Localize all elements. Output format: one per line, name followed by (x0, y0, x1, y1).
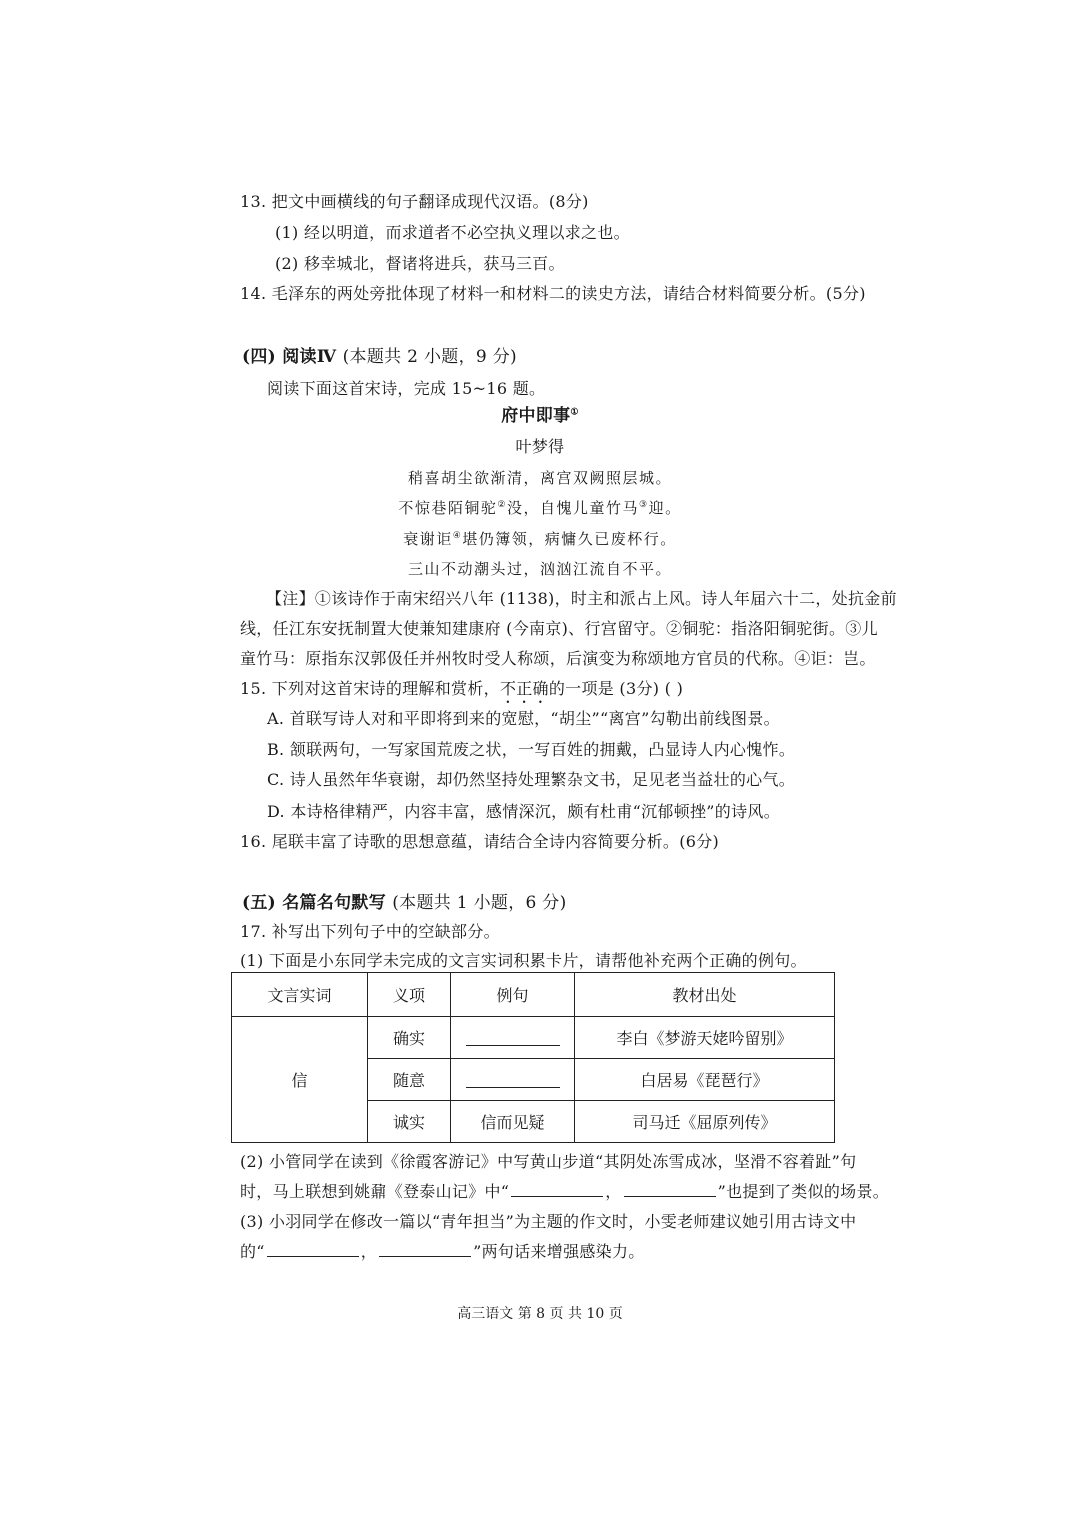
q17-stem: 17. 补写出下列句子中的空缺部分。 (240, 922, 500, 941)
header-meaning: 义项 (368, 973, 451, 1017)
header-source: 教材出处 (575, 973, 835, 1017)
section5-heading (242, 891, 567, 915)
note-line-1: 【注】①该诗作于南宋绍兴八年 (1138)，时主和派占上风。诗人年届六十二，处抗金前 (266, 589, 897, 608)
poem-note-4: ④ (452, 531, 463, 541)
vocab-card-table (231, 972, 835, 1143)
cell-meaning: 随意 (368, 1059, 451, 1101)
section5-meta: (本题共 1 小题，6 分) (392, 893, 567, 913)
q16-stem: 16. 尾联丰富了诗歌的思想意蕴，请结合全诗内容简要分析。(6分) (240, 832, 720, 851)
q17-part-1: (1) 下面是小东同学未完成的文言实词积累卡片，请帮他补充两个正确的例句。 (240, 951, 807, 970)
page-footer: 高三语文 第 8 页 共 10 页 (457, 1306, 623, 1322)
poem-line-1: 稍喜胡尘欲渐清，离宫双阙照层城。 (407, 469, 672, 487)
poem-line-3 (0, 527, 1080, 551)
table-row (232, 1017, 835, 1059)
section4-intro: 阅读下面这首宋诗，完成 15~16 题。 (267, 379, 546, 398)
poem-line-4: 三山不动潮头过，汹汹江流自不平。 (407, 560, 672, 578)
q15-stem-a: 15. 下列对这首宋诗的理解和赏析， (240, 679, 500, 698)
section4-heading (242, 345, 517, 369)
q17-part-3-text-a: 的“ (240, 1242, 265, 1261)
answer-blank[interactable] (379, 1240, 471, 1257)
q17-part-3-sep: ， (360, 1242, 378, 1261)
note-line-2: 线，任江东安抚制置大使兼知建康府 (今南京)、行宫留守。②铜驼：指洛阳铜驼街。③儿 (240, 619, 878, 638)
q15-stem-emphasis: 不正确 (499, 679, 549, 698)
q15-option-a: A. 首联写诗人对和平即将到来的宽慰，“胡尘”“离宫”勾勒出前线图景。 (267, 709, 780, 728)
cell-source: 李白《梦游天姥吟留别》 (575, 1017, 835, 1059)
note-line-3: 童竹马：原指东汉郭伋任并州牧时受人称颂，后演变为称颂地方官员的代称。④讵：岂。 (240, 649, 876, 668)
q15-stem (240, 677, 683, 707)
section5-title: (五) 名篇名句默写 (242, 893, 387, 913)
section4-meta: (本题共 2 小题，9 分) (342, 347, 517, 367)
q17-part-2-sep: ， (605, 1182, 622, 1201)
table-header-row (232, 973, 835, 1017)
answer-blank[interactable] (624, 1180, 716, 1197)
q17-part-2-text-b: ”也提到了类似的场景。 (717, 1182, 890, 1201)
cell-example-blank[interactable] (451, 1059, 575, 1101)
cell-example: 信而见疑 (451, 1101, 575, 1143)
cell-source: 白居易《琵琶行》 (575, 1059, 835, 1101)
poem-title-note: ① (570, 407, 579, 418)
q17-part-3-line-2 (240, 1240, 645, 1264)
cell-meaning: 诚实 (368, 1101, 451, 1143)
poem-note-2: ② (497, 500, 507, 510)
q13-sentence-1: (1) 经以明道，而求道者不必空执义理以求之也。 (275, 223, 630, 242)
header-example: 例句 (451, 973, 575, 1017)
section4-title: (四) 阅读Ⅳ (242, 347, 337, 367)
q17-part-3-text-b: ”两句话来增强感染力。 (473, 1242, 645, 1261)
poem-title (0, 404, 1080, 428)
q15-option-c: C. 诗人虽然年华衰谢，却仍然坚持处理繁杂文书，足见老当益壮的心气。 (267, 770, 796, 789)
q17-part-2-line-1: (2) 小管同学在读到《徐霞客游记》中写黄山步道“其阴处冻雪成冰，坚滑不容着趾”句 (240, 1152, 857, 1171)
cell-example-blank[interactable] (451, 1017, 575, 1059)
poem-author: 叶梦得 (515, 437, 565, 456)
q13-stem: 13. 把文中画横线的句子翻译成现代汉语。(8分) (240, 192, 589, 211)
poem-note-3: ③ (639, 500, 649, 510)
q17-part-3-line-1: (3) 小羽同学在修改一篇以“青年担当”为主题的作文时，小雯老师建议她引用古诗文中 (240, 1212, 857, 1231)
q17-part-2-text-a: 时，马上联想到姚鼐《登泰山记》中“ (240, 1182, 510, 1201)
q14-stem: 14. 毛泽东的两处旁批体现了材料一和材料二的读史方法，请结合材料简要分析。(5分) (240, 284, 866, 303)
answer-blank[interactable] (511, 1180, 603, 1197)
poem-line-2 (0, 496, 1080, 520)
q15-stem-b: 的一项是 (3分) ( ) (548, 679, 684, 698)
q15-option-b: B. 颔联两句，一写家国荒废之状，一写百姓的拥戴，凸显诗人内心愧怍。 (267, 740, 796, 759)
answer-blank[interactable] (267, 1240, 359, 1257)
answer-blank[interactable] (466, 1031, 560, 1046)
poem-title-text: 府中即事 (501, 406, 571, 426)
cell-word: 信 (232, 1017, 368, 1143)
poem-line-2c: 迎。 (648, 499, 682, 517)
cell-meaning: 确实 (368, 1017, 451, 1059)
poem-line-2b: 没，自愧儿童竹马 (506, 499, 639, 517)
poem-line-2a: 不惊巷陌铜驼 (398, 499, 498, 517)
poem-line-3a: 衰谢讵 (403, 530, 453, 548)
cell-source: 司马迁《屈原列传》 (575, 1101, 835, 1143)
q13-sentence-2: (2) 移幸城北，督诸将进兵，获马三百。 (275, 254, 565, 273)
header-word: 文言实词 (232, 973, 368, 1017)
poem-line-3b: 堪仍簿领，病慵久已废杯行。 (462, 530, 677, 548)
answer-blank[interactable] (466, 1073, 560, 1088)
q15-option-d: D. 本诗格律精严，内容丰富，感情深沉，颇有杜甫“沉郁顿挫”的诗风。 (267, 802, 780, 821)
q17-part-2-line-2 (240, 1180, 889, 1204)
